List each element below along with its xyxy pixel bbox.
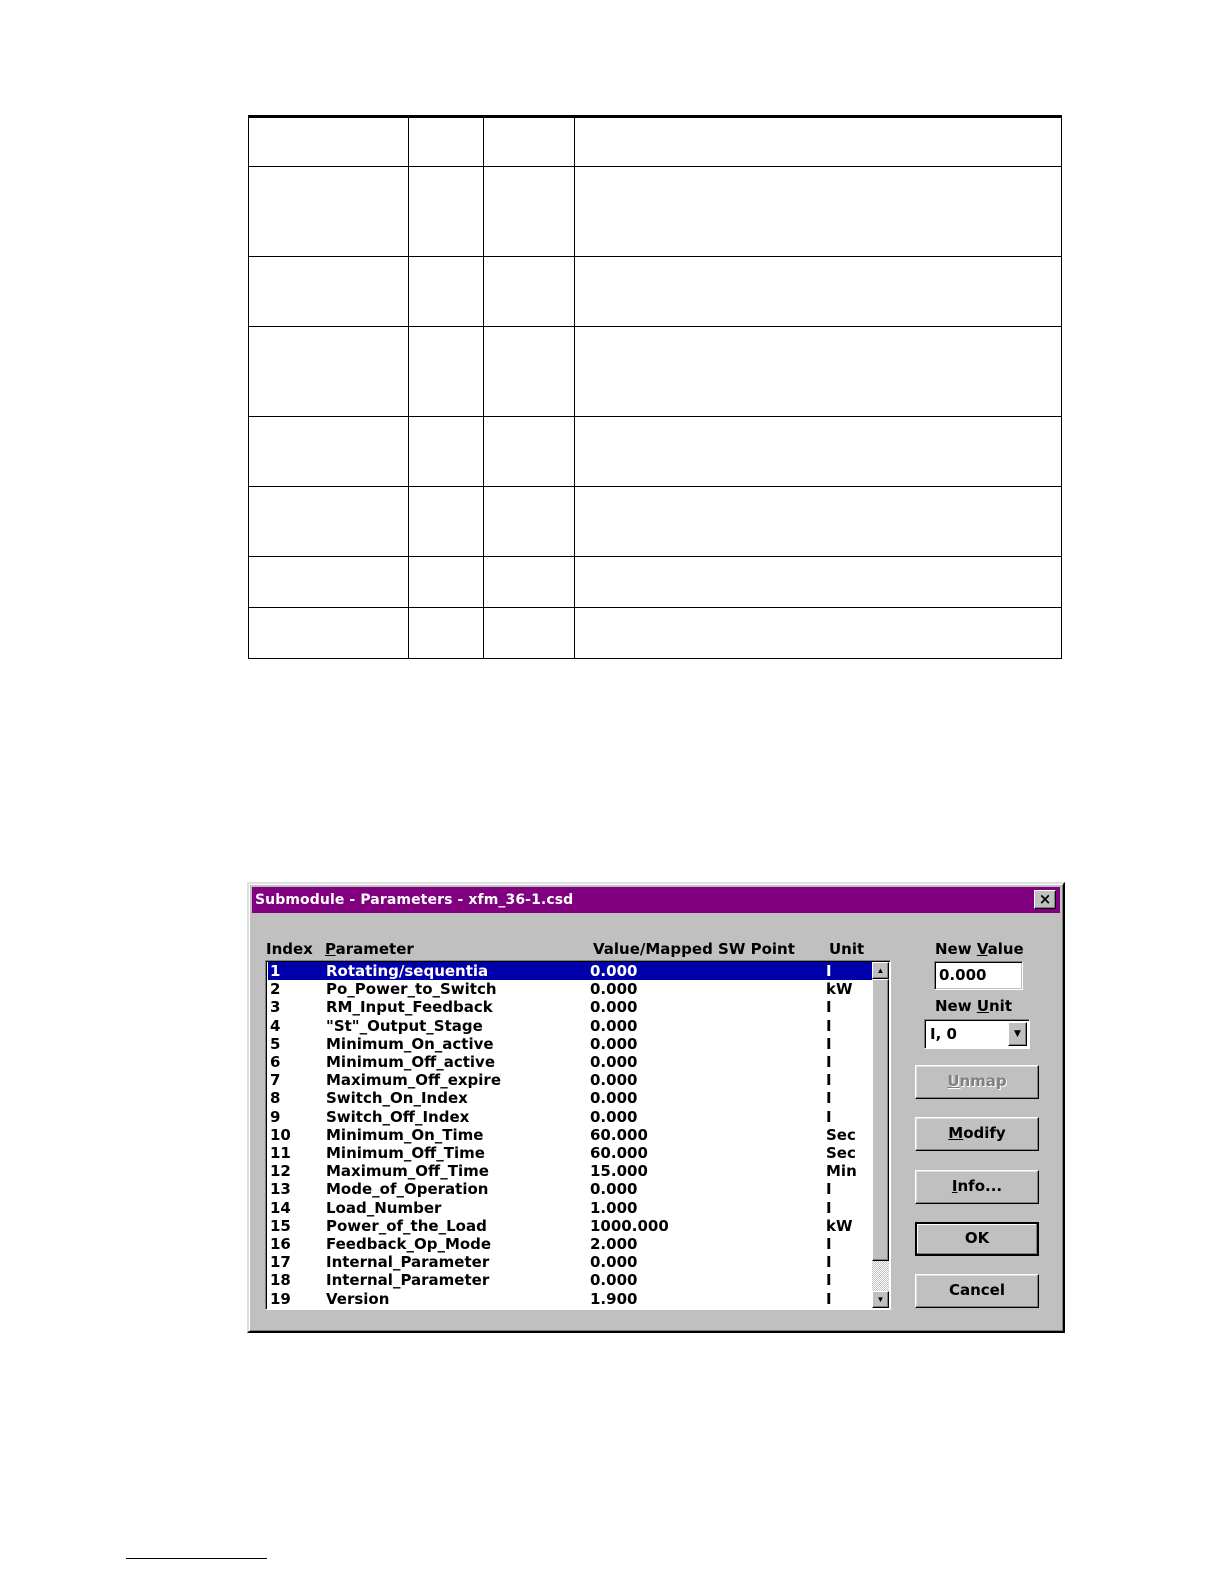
row-parameter: Internal_Parameter <box>326 1271 490 1290</box>
parameter-list[interactable] <box>265 960 891 1310</box>
chevron-down-icon[interactable]: ▼ <box>1008 1022 1027 1046</box>
row-unit: I <box>826 1016 832 1035</box>
row-unit: I <box>826 1071 832 1090</box>
row-parameter: "St"_Output_Stage <box>326 1016 483 1035</box>
table-row[interactable] <box>268 1180 872 1198</box>
column-header-parameter: Parameter <box>325 940 414 958</box>
row-index: 19 <box>270 1289 291 1308</box>
row-index: 10 <box>270 1125 291 1144</box>
row-index: 17 <box>270 1253 291 1272</box>
row-value: 0.000 <box>590 1253 638 1272</box>
column-header-value: Value/Mapped SW Point <box>593 940 795 958</box>
table-row[interactable] <box>268 1271 872 1289</box>
row-unit: I <box>826 1289 832 1308</box>
row-value: 1.000 <box>590 1198 638 1217</box>
row-unit: I <box>826 1198 832 1217</box>
table-row[interactable] <box>268 1017 872 1035</box>
row-value: 15.000 <box>590 1162 648 1181</box>
table-row[interactable] <box>268 998 872 1016</box>
table-row[interactable] <box>268 1217 872 1235</box>
row-parameter: Rotating/sequentia <box>326 962 489 980</box>
row-parameter: RM_Input_Feedback <box>326 998 493 1017</box>
row-index: 1 <box>270 962 281 980</box>
row-index: 18 <box>270 1271 291 1290</box>
row-value: 0.000 <box>590 1071 638 1090</box>
row-parameter: Switch_Off_Index <box>326 1107 470 1126</box>
row-unit: I <box>826 1034 832 1053</box>
row-value: 0.000 <box>590 1180 638 1199</box>
info-button[interactable]: Info... <box>915 1170 1039 1204</box>
row-value: 0.000 <box>590 1271 638 1290</box>
table-row[interactable] <box>268 1144 872 1162</box>
row-value: 0.000 <box>590 1034 638 1053</box>
table-row[interactable] <box>268 1108 872 1126</box>
empty-grid-table <box>248 115 1062 659</box>
row-unit: Sec <box>826 1125 856 1144</box>
table-row[interactable] <box>268 980 872 998</box>
row-value: 0.000 <box>590 1053 638 1071</box>
row-unit: I <box>826 1107 832 1126</box>
table-row[interactable] <box>268 1071 872 1089</box>
row-index: 6 <box>270 1053 281 1071</box>
scroll-thumb[interactable] <box>872 979 889 1261</box>
row-index: 3 <box>270 998 281 1017</box>
row-unit: Sec <box>826 1144 856 1162</box>
column-header-index: Index <box>266 940 313 958</box>
row-value: 2.000 <box>590 1235 638 1253</box>
table-row[interactable] <box>268 1089 872 1107</box>
row-value: 60.000 <box>590 1144 648 1162</box>
unmap-button[interactable]: Unmap <box>915 1065 1039 1099</box>
row-index: 11 <box>270 1144 291 1162</box>
row-value: 0.000 <box>590 1107 638 1126</box>
row-unit: I <box>826 1271 832 1290</box>
row-value: 0.000 <box>590 962 638 980</box>
row-unit: kW <box>826 980 853 999</box>
row-unit: I <box>826 962 832 980</box>
new-unit-dropdown[interactable] <box>924 1019 1030 1049</box>
row-index: 4 <box>270 1016 281 1035</box>
new-value-label: New Value <box>935 940 1024 958</box>
table-row[interactable] <box>268 1035 872 1053</box>
close-button[interactable]: × <box>1034 890 1056 909</box>
new-unit-selected-value: I, 0 <box>930 1025 957 1043</box>
row-value: 1000.000 <box>590 1216 669 1235</box>
row-parameter: Minimum_Off_active <box>326 1053 496 1071</box>
column-header-unit: Unit <box>829 940 865 958</box>
scroll-down-icon[interactable]: ▼ <box>872 1291 889 1308</box>
table-row[interactable] <box>268 1162 872 1180</box>
row-value: 0.000 <box>590 998 638 1017</box>
list-scrollbar[interactable] <box>872 962 889 1308</box>
row-value: 0.000 <box>590 1089 638 1108</box>
row-unit: I <box>826 1180 832 1199</box>
row-parameter: Maximum_Off_Time <box>326 1162 489 1181</box>
row-value: 0.000 <box>590 1016 638 1035</box>
scroll-track[interactable] <box>872 1261 889 1291</box>
row-index: 5 <box>270 1034 281 1053</box>
table-row[interactable] <box>268 1290 872 1308</box>
row-parameter: Switch_On_Index <box>326 1089 468 1108</box>
row-parameter: Feedback_Op_Mode <box>326 1235 492 1253</box>
row-unit: I <box>826 998 832 1017</box>
modify-button[interactable]: Modify <box>915 1117 1039 1151</box>
table-row[interactable] <box>268 1053 872 1071</box>
row-index: 8 <box>270 1089 281 1108</box>
row-parameter: Power_of_the_Load <box>326 1216 487 1235</box>
row-parameter: Maximum_Off_expire <box>326 1071 502 1090</box>
new-unit-label: New Unit <box>935 997 1012 1015</box>
table-row[interactable] <box>268 1199 872 1217</box>
row-index: 13 <box>270 1180 291 1199</box>
ok-button[interactable]: OK <box>915 1222 1039 1256</box>
row-parameter: Mode_of_Operation <box>326 1180 489 1199</box>
row-unit: I <box>826 1235 832 1253</box>
row-index: 12 <box>270 1162 291 1181</box>
row-unit: kW <box>826 1216 853 1235</box>
row-parameter: Minimum_On_active <box>326 1034 494 1053</box>
new-value-input[interactable]: 0.000 <box>934 961 1023 990</box>
row-index: 2 <box>270 980 281 999</box>
dialog-title: Submodule - Parameters - xfm_36-1.csd <box>255 892 574 908</box>
row-parameter: Version <box>326 1289 390 1308</box>
row-value: 1.900 <box>590 1289 638 1308</box>
footnote-rule <box>126 1558 267 1559</box>
scroll-up-icon[interactable]: ▲ <box>872 962 889 979</box>
table-row[interactable] <box>268 1235 872 1253</box>
submodule-parameters-dialog <box>247 882 1065 1333</box>
table-row[interactable] <box>268 1253 872 1271</box>
row-index: 14 <box>270 1198 291 1217</box>
row-parameter: Minimum_Off_Time <box>326 1144 485 1162</box>
dialog-titlebar[interactable] <box>252 887 1060 913</box>
row-unit: Min <box>826 1162 857 1181</box>
row-unit: I <box>826 1253 832 1272</box>
row-parameter: Minimum_On_Time <box>326 1125 484 1144</box>
row-unit: I <box>826 1089 832 1108</box>
row-index: 9 <box>270 1107 281 1126</box>
row-parameter: Internal_Parameter <box>326 1253 490 1272</box>
row-parameter: Load_Number <box>326 1198 442 1217</box>
table-row[interactable] <box>268 962 872 980</box>
row-value: 0.000 <box>590 980 638 999</box>
row-index: 7 <box>270 1071 281 1090</box>
row-index: 15 <box>270 1216 291 1235</box>
row-parameter: Po_Power_to_Switch <box>326 980 497 999</box>
table-row[interactable] <box>268 1126 872 1144</box>
row-unit: I <box>826 1053 832 1071</box>
row-value: 60.000 <box>590 1125 648 1144</box>
row-index: 16 <box>270 1235 291 1253</box>
cancel-button[interactable]: Cancel <box>915 1274 1039 1308</box>
